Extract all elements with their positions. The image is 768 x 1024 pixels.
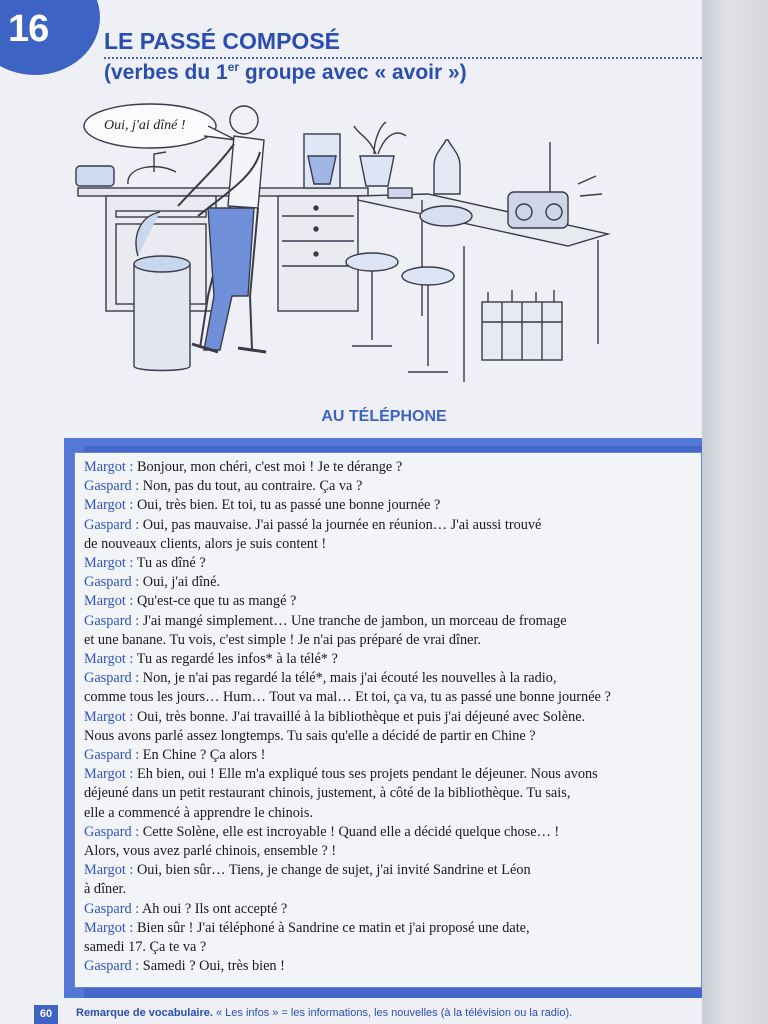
dialog-turn [84, 554, 696, 573]
dialog-turn [84, 612, 696, 631]
dialog-line: Oui, très bonne. J'ai travaillé à la bibliothèque et puis j'ai déjeuné avec Solène. [136, 708, 586, 725]
dialog-turn [84, 708, 696, 727]
dialog-line: comme tous les jours… Hum… Tout va mal… Et toi, ça va, tu as passé une bonne journée ? [84, 689, 611, 706]
speaker-name: Gaspard [84, 612, 132, 629]
speaker-separator: : [125, 766, 137, 783]
speaker-name: Gaspard [84, 900, 132, 917]
speaker-name: Margot [84, 708, 126, 725]
speaker-separator: : [125, 497, 137, 514]
dialog-turn [84, 650, 696, 669]
speaker-separator: : [131, 670, 143, 687]
vocabulary-note-label: Remarque de vocabulaire. [76, 1007, 213, 1019]
speaker-separator: : [131, 516, 143, 533]
dialog-line: Nous avons parlé assez longtemps. Tu sais qu'elle a décidé de partir en Chine ? [84, 727, 536, 744]
speaker-name: Margot [84, 555, 126, 572]
dialog-line: Oui, bien sûr… Tiens, je change de sujet, j'ai invité Sandrine et Léon [136, 862, 531, 879]
dialog-line: déjeuné dans un petit restaurant chinois, justement, à côté de la bibliothèque. Tu sais, [84, 785, 571, 802]
dialog-continuation [84, 727, 696, 746]
speaker-separator: : [131, 900, 142, 917]
dialog-turn [84, 496, 696, 515]
speaker-separator: : [131, 574, 143, 591]
dialog-continuation [84, 880, 696, 899]
kitchen-illustration [68, 96, 628, 396]
dialog-turn [84, 592, 696, 611]
dialog-line: Tu as dîné ? [136, 555, 206, 572]
dialog-line: Tu as regardé les infos* à la télé* ? [136, 651, 338, 668]
dialog-continuation [84, 535, 696, 554]
dialog-turn [84, 458, 696, 477]
dialog-line: Qu'est-ce que tu as mangé ? [136, 593, 297, 610]
dialog-continuation [84, 784, 696, 803]
dialog-continuation [84, 804, 696, 823]
dialog-turn [84, 573, 696, 592]
dialog-turn [84, 900, 696, 919]
dialog-line: Samedi ? Oui, très bien ! [142, 958, 285, 975]
speaker-name: Margot [84, 497, 126, 514]
chapter-title: LE PASSÉ COMPOSÉ [104, 28, 341, 54]
dialog-text [84, 458, 696, 976]
chapter-badge [0, 0, 100, 75]
adjacent-page-edge [702, 0, 768, 1024]
speaker-name: Margot [84, 651, 126, 668]
speaker-name: Gaspard [84, 823, 132, 840]
speaker-name: Gaspard [84, 478, 132, 495]
speaker-separator: : [131, 747, 143, 764]
dialog-continuation [84, 688, 696, 707]
speaker-separator: : [125, 862, 137, 879]
speaker-name: Margot [84, 766, 126, 783]
dialog-turn [84, 957, 696, 976]
dialog-line: Cette Solène, elle est incroyable ! Quand elle a décidé quelque chose… ! [142, 823, 560, 840]
speaker-separator: : [125, 593, 137, 610]
dialog-turn [84, 477, 696, 496]
dialog-line: En Chine ? Ça alors ! [142, 747, 266, 764]
dialog-line: Alors, vous avez parlé chinois, ensemble ? ! [84, 843, 337, 860]
speaker-separator: : [131, 478, 143, 495]
dialog-turn [84, 919, 696, 938]
speech-bubble-text: Oui, j'ai dîné ! [104, 118, 186, 133]
section-title: AU TÉLÉPHONE [321, 408, 447, 425]
title-divider [104, 57, 702, 59]
chapter-subtitle: (verbes du 1er groupe avec « avoir ») [104, 60, 467, 84]
dialog-turn [84, 516, 696, 535]
speaker-separator: : [125, 555, 137, 572]
speaker-name: Margot [84, 862, 126, 879]
dialog-line: Oui, très bien. Et toi, tu as passé une bonne journée ? [136, 497, 441, 514]
speaker-name: Margot [84, 919, 126, 936]
speaker-name: Gaspard [84, 574, 132, 591]
speaker-name: Gaspard [84, 747, 132, 764]
speaker-separator: : [131, 823, 143, 840]
dialog-turn [84, 669, 696, 688]
dialog-turn [84, 861, 696, 880]
dialog-turn [84, 765, 696, 784]
speaker-name: Margot [84, 593, 126, 610]
chapter-number: 16 [8, 8, 49, 50]
dialog-line: de nouveaux clients, alors je suis content ! [84, 535, 327, 552]
speaker-name: Gaspard [84, 516, 132, 533]
dialog-line: à dîner. [84, 881, 127, 898]
dialog-line: Non, je n'ai pas regardé la télé*, mais j'ai écouté les nouvelles à la radio, [142, 670, 557, 687]
speaker-separator: : [125, 651, 137, 668]
dialog-line: Eh bien, oui ! Elle m'a expliqué tous ses projets pendant le déjeuner. Nous avons [136, 766, 598, 783]
speaker-separator: : [131, 612, 143, 629]
speaker-separator: : [125, 459, 137, 475]
dialog-line: Ah oui ? Ils ont accepté ? [141, 900, 288, 917]
vocabulary-note [76, 1007, 572, 1019]
page-number: 60 [34, 1005, 58, 1024]
dialog-continuation [84, 842, 696, 861]
dialog-line: Bien sûr ! J'ai téléphoné à Sandrine ce matin et j'ai proposé une date, [136, 919, 530, 936]
dialog-line: J'ai mangé simplement… Une tranche de jambon, un morceau de fromage [142, 612, 567, 629]
speaker-name: Margot [84, 459, 126, 475]
dialog-line: et une banane. Tu vois, c'est simple ! Je n'ai pas préparé de vrai dîner. [84, 631, 482, 648]
vocabulary-note-text: « Les infos » = les informations, les nouvelles (à la télévision ou la radio). [212, 1007, 573, 1019]
dialog-turn [84, 823, 696, 842]
dialog-line: samedi 17. Ça te va ? [84, 939, 207, 956]
dialog-line: Bonjour, mon chéri, c'est moi ! Je te dérange ? [136, 459, 403, 475]
speaker-name: Gaspard [84, 670, 132, 687]
dialog-continuation [84, 938, 696, 957]
dialog-continuation [84, 631, 696, 650]
speaker-separator: : [131, 958, 143, 975]
dialog-line: Oui, pas mauvaise. J'ai passé la journée en réunion… J'ai aussi trouvé [142, 516, 542, 533]
dialog-line: Oui, j'ai dîné. [142, 574, 220, 591]
speaker-name: Gaspard [84, 958, 132, 975]
speaker-separator: : [125, 919, 137, 936]
dialog-line: Non, pas du tout, au contraire. Ça va ? [142, 478, 363, 495]
dialog-line: elle a commencé à apprendre le chinois. [84, 804, 314, 821]
dialog-turn [84, 746, 696, 765]
speaker-separator: : [125, 708, 137, 725]
